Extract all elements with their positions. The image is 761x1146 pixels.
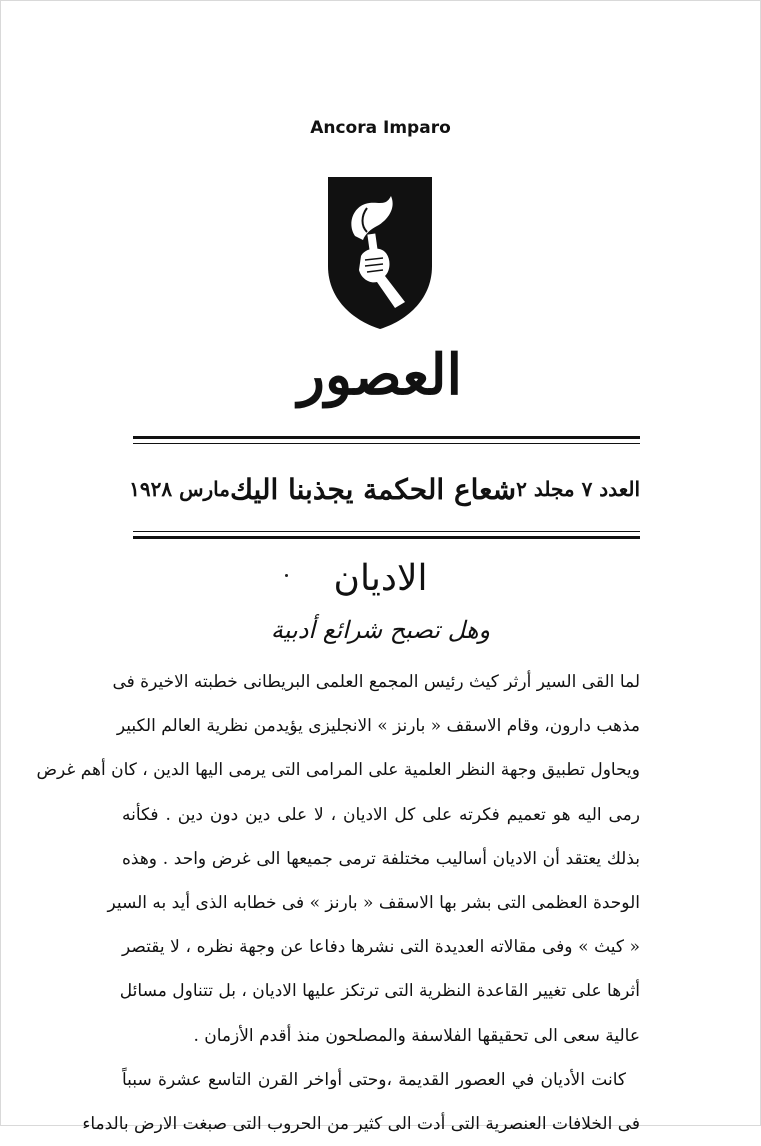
journal-slogan: شعاع الحكمة يجذبنا اليك bbox=[229, 472, 517, 506]
issue-date: مارس ١٩٢٨ bbox=[129, 477, 230, 501]
shield-torch-hand-icon bbox=[325, 174, 435, 332]
body-line: فى الخلافات العنصرية التى أدت الى كثير من الحروب التى صبغت الارض بالدماء bbox=[82, 1113, 640, 1134]
body-line: الوحدة العظمى التى بشر بها الاسقف « بارنز » فى خطابه الذى أيد به السير bbox=[107, 892, 640, 913]
issue-line bbox=[129, 464, 640, 514]
article-title: الاديان bbox=[333, 558, 428, 599]
body-line: لما القى السير أرثر كيث رئيس المجمع العلمى البريطانى خطبته الاخيرة فى bbox=[112, 672, 640, 692]
issue-number: العدد ٧ مجلد ٢ bbox=[516, 477, 640, 501]
body-line: « كيث » وفى مقالاته العديدة التى نشرها دفاعا عن وجهة نظره ، لا يقتصر bbox=[122, 937, 640, 958]
top-rule-thick bbox=[133, 436, 640, 439]
body-line: مذهب دارون، وقام الاسقف « بارنز » الانجليزى يؤيدمن نظرية العالم الكبير bbox=[116, 716, 640, 737]
article-subtitle: وهل تصبح شرائع أدبية bbox=[270, 616, 491, 644]
body-line: ويحاول تطبيق وجهة النظر العلمية على المرامى التى يرمى اليها الدين ، كان أهم غرض bbox=[36, 760, 640, 781]
body-line: كانت الأديان في العصور القديمة ،وحتى أواخر القرن التاسع عشرة سبباً bbox=[122, 1069, 626, 1090]
body-line: عالية سعى الى تحقيقها الفلاسفة والمصلحون منذ أقدم الأزمان . bbox=[193, 1025, 640, 1046]
bottom-rule-thick bbox=[133, 536, 640, 539]
body-line: رمى اليه هو تعميم فكرته على كل الاديان ، لا على دين دون دين . فكأنه bbox=[122, 804, 640, 825]
latin-motto: Ancora Imparo bbox=[310, 118, 451, 138]
article-body bbox=[36, 660, 640, 1146]
body-line: بذلك يعتقد أن الاديان أساليب مختلفة ترمى جميعها الى غرض واحد . وهذه bbox=[122, 848, 640, 869]
body-line: أثرها على تغيير القاعدة النظرية التى ترتكز عليها الاديان ، بل تتناول مسائل bbox=[119, 981, 640, 1002]
masthead-title: العصور bbox=[297, 342, 463, 408]
top-rule-thin bbox=[133, 443, 640, 444]
bottom-rule-thin bbox=[133, 531, 640, 532]
